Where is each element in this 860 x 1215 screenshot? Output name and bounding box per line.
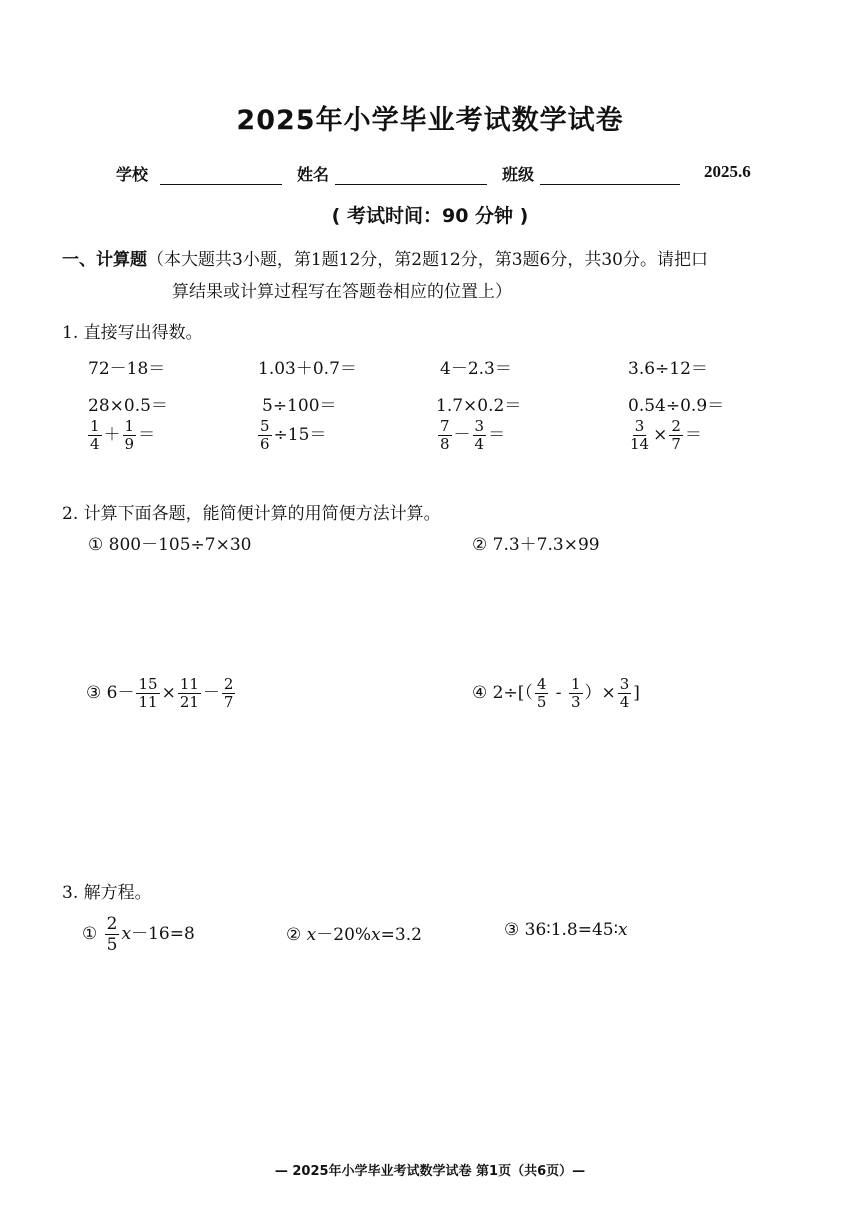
fraction: $\frac{15}{11}$ [138, 675, 158, 711]
section1-desc-1: （本大题共3小题，第1题12分，第2题12分，第3题6分，共30分。请把口 [147, 250, 708, 270]
fraction: $\frac{2}{5}$ [106, 914, 118, 955]
school-blank [160, 170, 282, 185]
section1-desc-2: 算结果或计算过程写在答题卷相应的位置上） [172, 282, 512, 302]
school-label: 学校 [116, 165, 149, 184]
q1-item: 1.03＋0.7＝ [258, 359, 357, 379]
exam-title: 2025年小学毕业考试数学试卷 [236, 105, 624, 136]
class-blank [540, 170, 680, 185]
q3-equation-1: ① $\frac{2}{5}$ x－16=8 [82, 914, 195, 955]
exam-date: 2025.6 [704, 162, 751, 181]
fraction: $\frac{3}{4}$ [474, 417, 485, 453]
name-field [297, 162, 487, 185]
fraction: $\frac{3}{14}$ [630, 417, 650, 453]
q1-item: 28×0.5＝ [88, 396, 168, 416]
fraction: $\frac{5}{6}$ [260, 417, 270, 453]
fraction: $\frac{1}{9}$ [124, 417, 135, 453]
q2-problem-4: ④ 2÷[（ $\frac{4}{5}$ - $\frac{1}{3}$ ）× $\frac{3}{4}$ ] [472, 675, 640, 711]
q1-item: 1.7×0.2＝ [436, 396, 522, 416]
page-footer: — 2025年小学毕业考试数学试卷 第1页（共6页）— [274, 1164, 586, 1179]
section1-heading [62, 245, 708, 276]
fraction: $\frac{7}{8}$ [440, 417, 450, 453]
q3-equation-2: ② x－20%x=3.2 [286, 925, 422, 945]
fraction: $\frac{2}{7}$ [671, 417, 681, 453]
fraction: $\frac{1}{4}$ [90, 417, 100, 453]
school-field [116, 162, 282, 185]
exam-duration: ( 考试时间：90 分钟 ) [331, 205, 529, 227]
q3-title: 3. 解方程。 [62, 883, 152, 903]
q1-fraction-item: $\frac{7}{8}$ － $\frac{3}{4}$ ＝ [440, 417, 506, 453]
q2-problem-1: ① 800－105÷7×30 [88, 535, 252, 555]
q2-title: 2. 计算下面各题，能简便计算的用简便方法计算。 [62, 504, 441, 524]
fraction: $\frac{2}{7}$ [223, 675, 234, 711]
q1-fraction-item: $\frac{1}{4}$ ＋ $\frac{1}{9}$ ＝ [90, 417, 156, 453]
q1-item: 3.6÷12＝ [628, 359, 708, 379]
q1-item: 72－18＝ [88, 359, 166, 379]
class-label: 班级 [502, 165, 535, 184]
fraction: $\frac{4}{5}$ [536, 675, 547, 711]
q3-equation-3: ③ 36∶1.8=45∶x [504, 920, 628, 940]
class-field [502, 162, 680, 185]
q2-problem-2: ② 7.3＋7.3×99 [472, 535, 600, 555]
q1-fraction-item: $\frac{5}{6}$ ÷15＝ [260, 417, 327, 453]
fraction: $\frac{1}{3}$ [570, 675, 581, 711]
fraction: $\frac{11}{21}$ [179, 675, 199, 711]
q1-item: 0.54÷0.9＝ [628, 396, 725, 416]
q2-problem-3: ③ 6－ $\frac{15}{11}$ × $\frac{11}{21}$ － $\frac{2}{7}$ [86, 675, 234, 711]
q1-title: 1. 直接写出得数。 [62, 323, 203, 343]
name-label: 姓名 [297, 165, 330, 184]
q1-fraction-item: $\frac{3}{14}$ × $\frac{2}{7}$ ＝ [630, 417, 702, 453]
name-blank [335, 170, 487, 185]
fraction: $\frac{3}{4}$ [619, 675, 630, 711]
q1-item: 5÷100＝ [262, 396, 337, 416]
section1-title: 一、计算题 [62, 250, 147, 270]
q1-item: 4－2.3＝ [440, 359, 512, 379]
